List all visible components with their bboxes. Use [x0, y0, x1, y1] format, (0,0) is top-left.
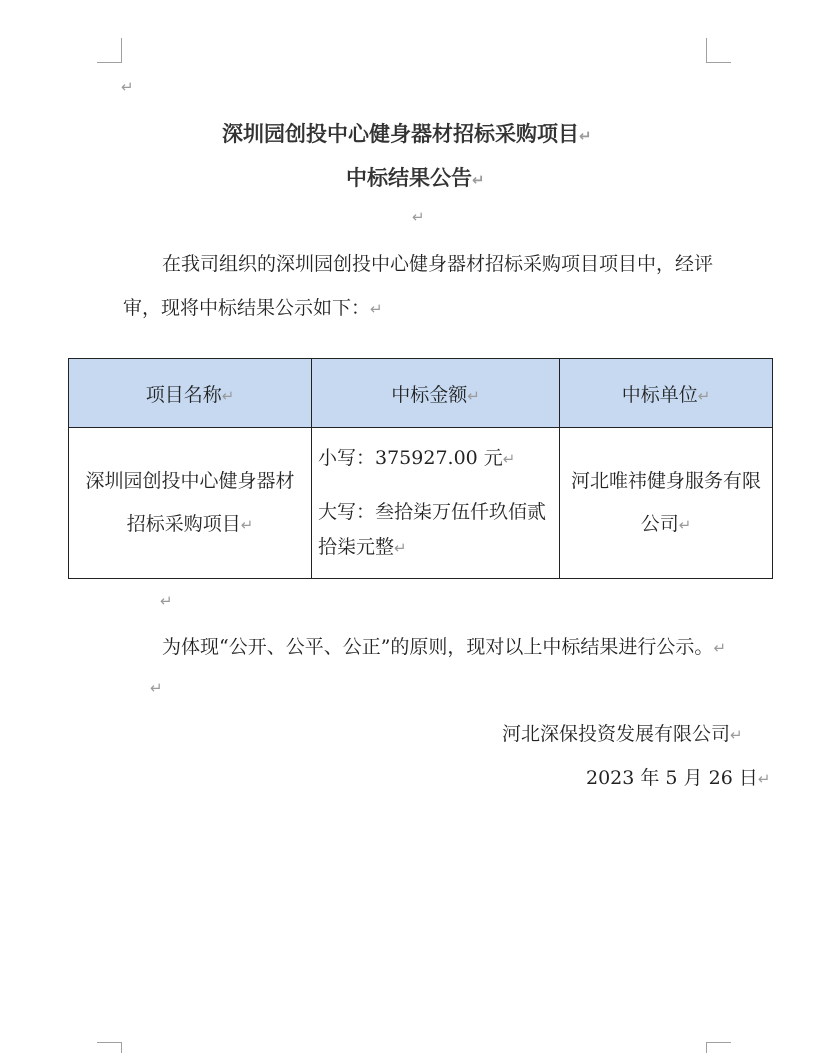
- paragraph-mark: ↵: [370, 300, 383, 318]
- title-line-2: 中标结果公告: [346, 166, 472, 190]
- award-table: [68, 358, 773, 579]
- crop-mark-top-left: [97, 38, 122, 63]
- cell-award-amount: [312, 428, 560, 579]
- paragraph-mark: ↵: [730, 726, 743, 744]
- paragraph-mark: ↵: [412, 208, 425, 226]
- document-title: [222, 118, 592, 148]
- paragraph-mark: ↵: [121, 78, 134, 96]
- header-award-amount: 中标金额↵: [312, 359, 560, 428]
- paragraph-mark: ↵: [472, 171, 485, 189]
- paragraph-mark: ↵: [160, 592, 173, 610]
- cell-project-name: 深圳园创投中心健身器材 招标采购项目↵: [69, 428, 312, 579]
- title-line-1: 深圳园创投中心健身器材招标采购项目: [222, 122, 579, 146]
- amount-uppercase-line-2: 拾柒元整↵: [318, 535, 407, 558]
- closing-statement: 为体现“公开、公平、公正”的原则，现对以上中标结果进行公示。↵: [162, 636, 727, 658]
- paragraph-mark: ↵: [757, 770, 771, 788]
- crop-mark-top-right: [706, 38, 731, 63]
- amount-uppercase-line-1: 大写：叁拾柒万伍仟玖佰贰: [318, 500, 547, 523]
- header-project-name: 项目名称↵: [69, 359, 312, 428]
- intro-line-2: 审，现将中标结果公示如下：↵: [123, 297, 383, 319]
- table-row: [69, 428, 773, 579]
- paragraph-mark: ↵: [579, 127, 592, 145]
- document-subtitle: [346, 162, 485, 192]
- header-winning-company: 中标单位↵: [560, 359, 773, 428]
- table-header-row: [69, 359, 773, 428]
- cell-winning-company: 河北唯祎健身服务有限 公司↵: [560, 428, 773, 579]
- signature-date: 2023 年 5 月 26 日↵: [586, 767, 771, 789]
- paragraph-mark: ↵: [713, 639, 727, 657]
- crop-mark-bottom-left: [97, 1042, 122, 1053]
- amount-lowercase: 小写：375927.00 元↵: [318, 446, 516, 469]
- signature-company: 河北深保投资发展有限公司↵: [502, 723, 743, 745]
- crop-mark-bottom-right: [706, 1042, 731, 1053]
- intro-line-1: 在我司组织的深圳园创投中心健身器材招标采购项目项目中，经评: [162, 253, 714, 275]
- paragraph-mark: ↵: [150, 679, 163, 697]
